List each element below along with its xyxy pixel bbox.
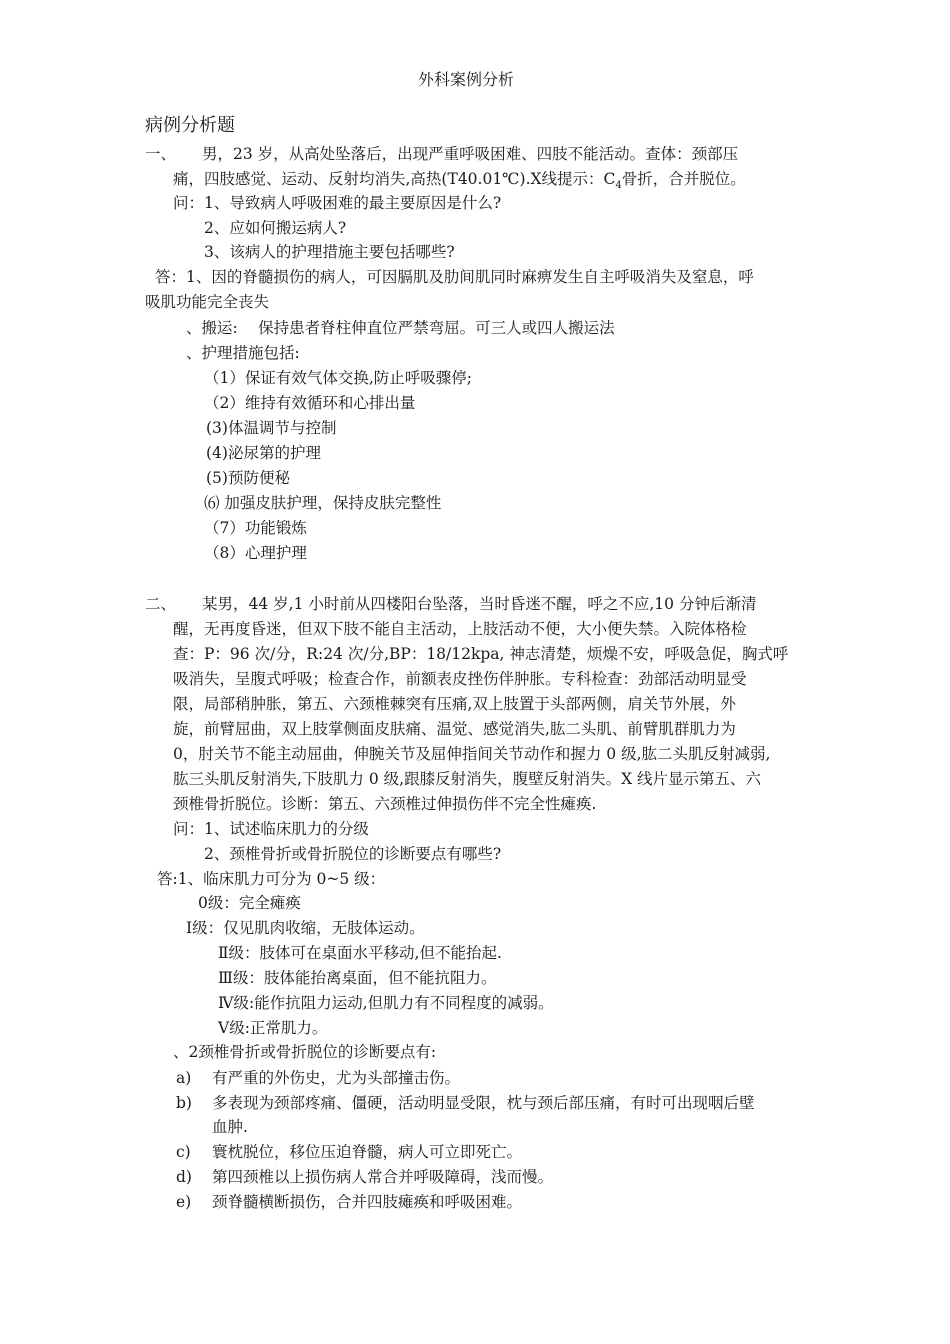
- case1-question-1: 问：1、导致病人呼吸困难的最主要原因是什么?: [173, 194, 502, 212]
- grade-item: Ⅰ级：仅见肌肉收缩，无肢体运动。: [186, 919, 425, 937]
- measure-item: (3)体温调节与控制: [206, 419, 337, 437]
- grade-item: Ⅱ级：肢体可在桌面水平移动,但不能抬起.: [218, 944, 502, 962]
- measure-item: （7）功能锻炼: [204, 519, 307, 537]
- point-mark: b): [176, 1094, 192, 1112]
- point-text: 多表现为颈部疼痛、僵硬，活动明显受限，枕与颈后部压痛，有时可出现咽后壁: [212, 1094, 755, 1112]
- point-text: 第四颈椎以上损伤病人常合并呼吸障碍，浅而慢。: [212, 1168, 554, 1186]
- point-text: 有严重的外伤史，尤为头部撞击伤。: [212, 1069, 461, 1087]
- grade-item: 0级：完全瘫痪: [198, 894, 301, 912]
- point-mark: a): [176, 1069, 192, 1087]
- case2-text-line: 醒，无再度昏迷，但双下肢不能自主活动，上肢活动不便，大小便失禁。入院体格检: [173, 620, 747, 638]
- case1-answer-3: 、护理措施包括:: [186, 344, 300, 362]
- measure-item: （1）保证有效气体交换,防止呼吸骤停;: [204, 369, 473, 387]
- case2-answer-1: 答:1、临床肌力可分为 0~5 级：: [157, 870, 386, 888]
- case1-text-line1: 男，23 岁，从高处坠落后，出现严重呼吸困难、四肢不能活动。查体：颈部压: [202, 145, 739, 163]
- measure-item: ⑹ 加强皮肤护理，保持皮肤完整性: [204, 494, 442, 512]
- grade-item: Ⅲ级：肢体能抬离桌面，但不能抗阻力。: [218, 969, 497, 987]
- case2-text-line: 限，局部稍肿胀，第五、六颈椎棘突有压痛,双上肢置于头部两侧，肩关节外展，外: [173, 695, 736, 713]
- grade-item: Ⅴ级:正常肌力。: [218, 1019, 328, 1037]
- document-title: 外科案例分析: [418, 70, 515, 89]
- case2-answer-2: 、2颈椎骨折或骨折脱位的诊断要点有:: [173, 1043, 437, 1061]
- measure-item: (4)泌尿第的护理: [206, 444, 321, 462]
- case1-number: 一、: [145, 145, 177, 163]
- measure-item: （2）维持有效循环和心排出量: [204, 394, 416, 412]
- case2-text-line: 查：P：96 次/分，R:24 次/分,BP：18/12kpa, 神志清楚，烦燥不安，呼吸急促，胸式呼: [173, 645, 789, 663]
- point-mark: c): [176, 1143, 191, 1161]
- case1-answer-2: 、搬运: 保持患者脊柱伸直位严禁弯屈。可三人或四人搬运法: [186, 319, 615, 337]
- point-text: 寰枕脱位，移位压迫脊髓，病人可立即死亡。: [212, 1143, 523, 1161]
- case1-text-line2: 痛，四肢感觉、运动、反射均消失,高热(T40.01℃).X线提示：$C_4$骨折，合并脱位。: [173, 170, 746, 191]
- point-mark: d): [176, 1168, 192, 1186]
- case2-text-line: 肱三头肌反射消失,下肢肌力 0 级,跟膝反射消失，腹壁反射消失。X 线片显示第五、六: [173, 770, 762, 788]
- point-mark: e): [176, 1193, 192, 1211]
- case2-text-line: 旋，前臂屈曲，双上肢掌侧面皮肤痛、温觉、感觉消失,肱二头肌、前臂肌群肌力为: [173, 720, 736, 738]
- case2-text-line: 颈椎骨折脱位。诊断：第五、六颈椎过伸损伤伴不完全性瘫痪.: [173, 795, 597, 813]
- point-text: 血肿.: [212, 1118, 248, 1136]
- case1-question-3: 3、该病人的护理措施主要包括哪些?: [204, 243, 455, 261]
- case2-text-line: 吸消失，呈腹式呼吸；检查合作，前额表皮挫伤伴肿胀。专科检查：劲部活动明显受: [173, 670, 747, 688]
- point-text: 颈脊髓横断损伤，合并四肢瘫痪和呼吸困难。: [212, 1193, 523, 1211]
- section-heading: 病例分析题: [145, 115, 235, 136]
- measure-item: (5)预防便秘: [206, 469, 290, 487]
- case1-question-2: 2、应如何搬运病人?: [204, 219, 347, 237]
- case2-question-1: 问：1、试述临床肌力的分级: [173, 820, 369, 838]
- measure-item: （8）心理护理: [204, 544, 307, 562]
- case2-text-line: 0，肘关节不能主动屈曲，伸腕关节及屈伸指间关节动作和握力 0 级,肱二头肌反射减弱,: [173, 745, 771, 763]
- case2-text-line: 某男，44 岁,1 小时前从四楼阳台坠落，当时昏迷不醒，呼之不应,10 分钟后渐清: [202, 595, 757, 613]
- case2-number: 二、: [145, 595, 177, 613]
- case2-question-2: 2、颈椎骨折或骨折脱位的诊断要点有哪些?: [204, 845, 502, 863]
- case1-answer-1-line2: 吸肌功能完全丧失: [145, 293, 270, 311]
- grade-item: Ⅳ级:能作抗阻力运动,但肌力有不同程度的减弱。: [218, 994, 554, 1012]
- case1-answer-1-line1: 答：1、因的脊髓损伤的病人，可因膈肌及肋间肌同时麻痹发生自主呼吸消失及窒息，呼: [155, 268, 754, 286]
